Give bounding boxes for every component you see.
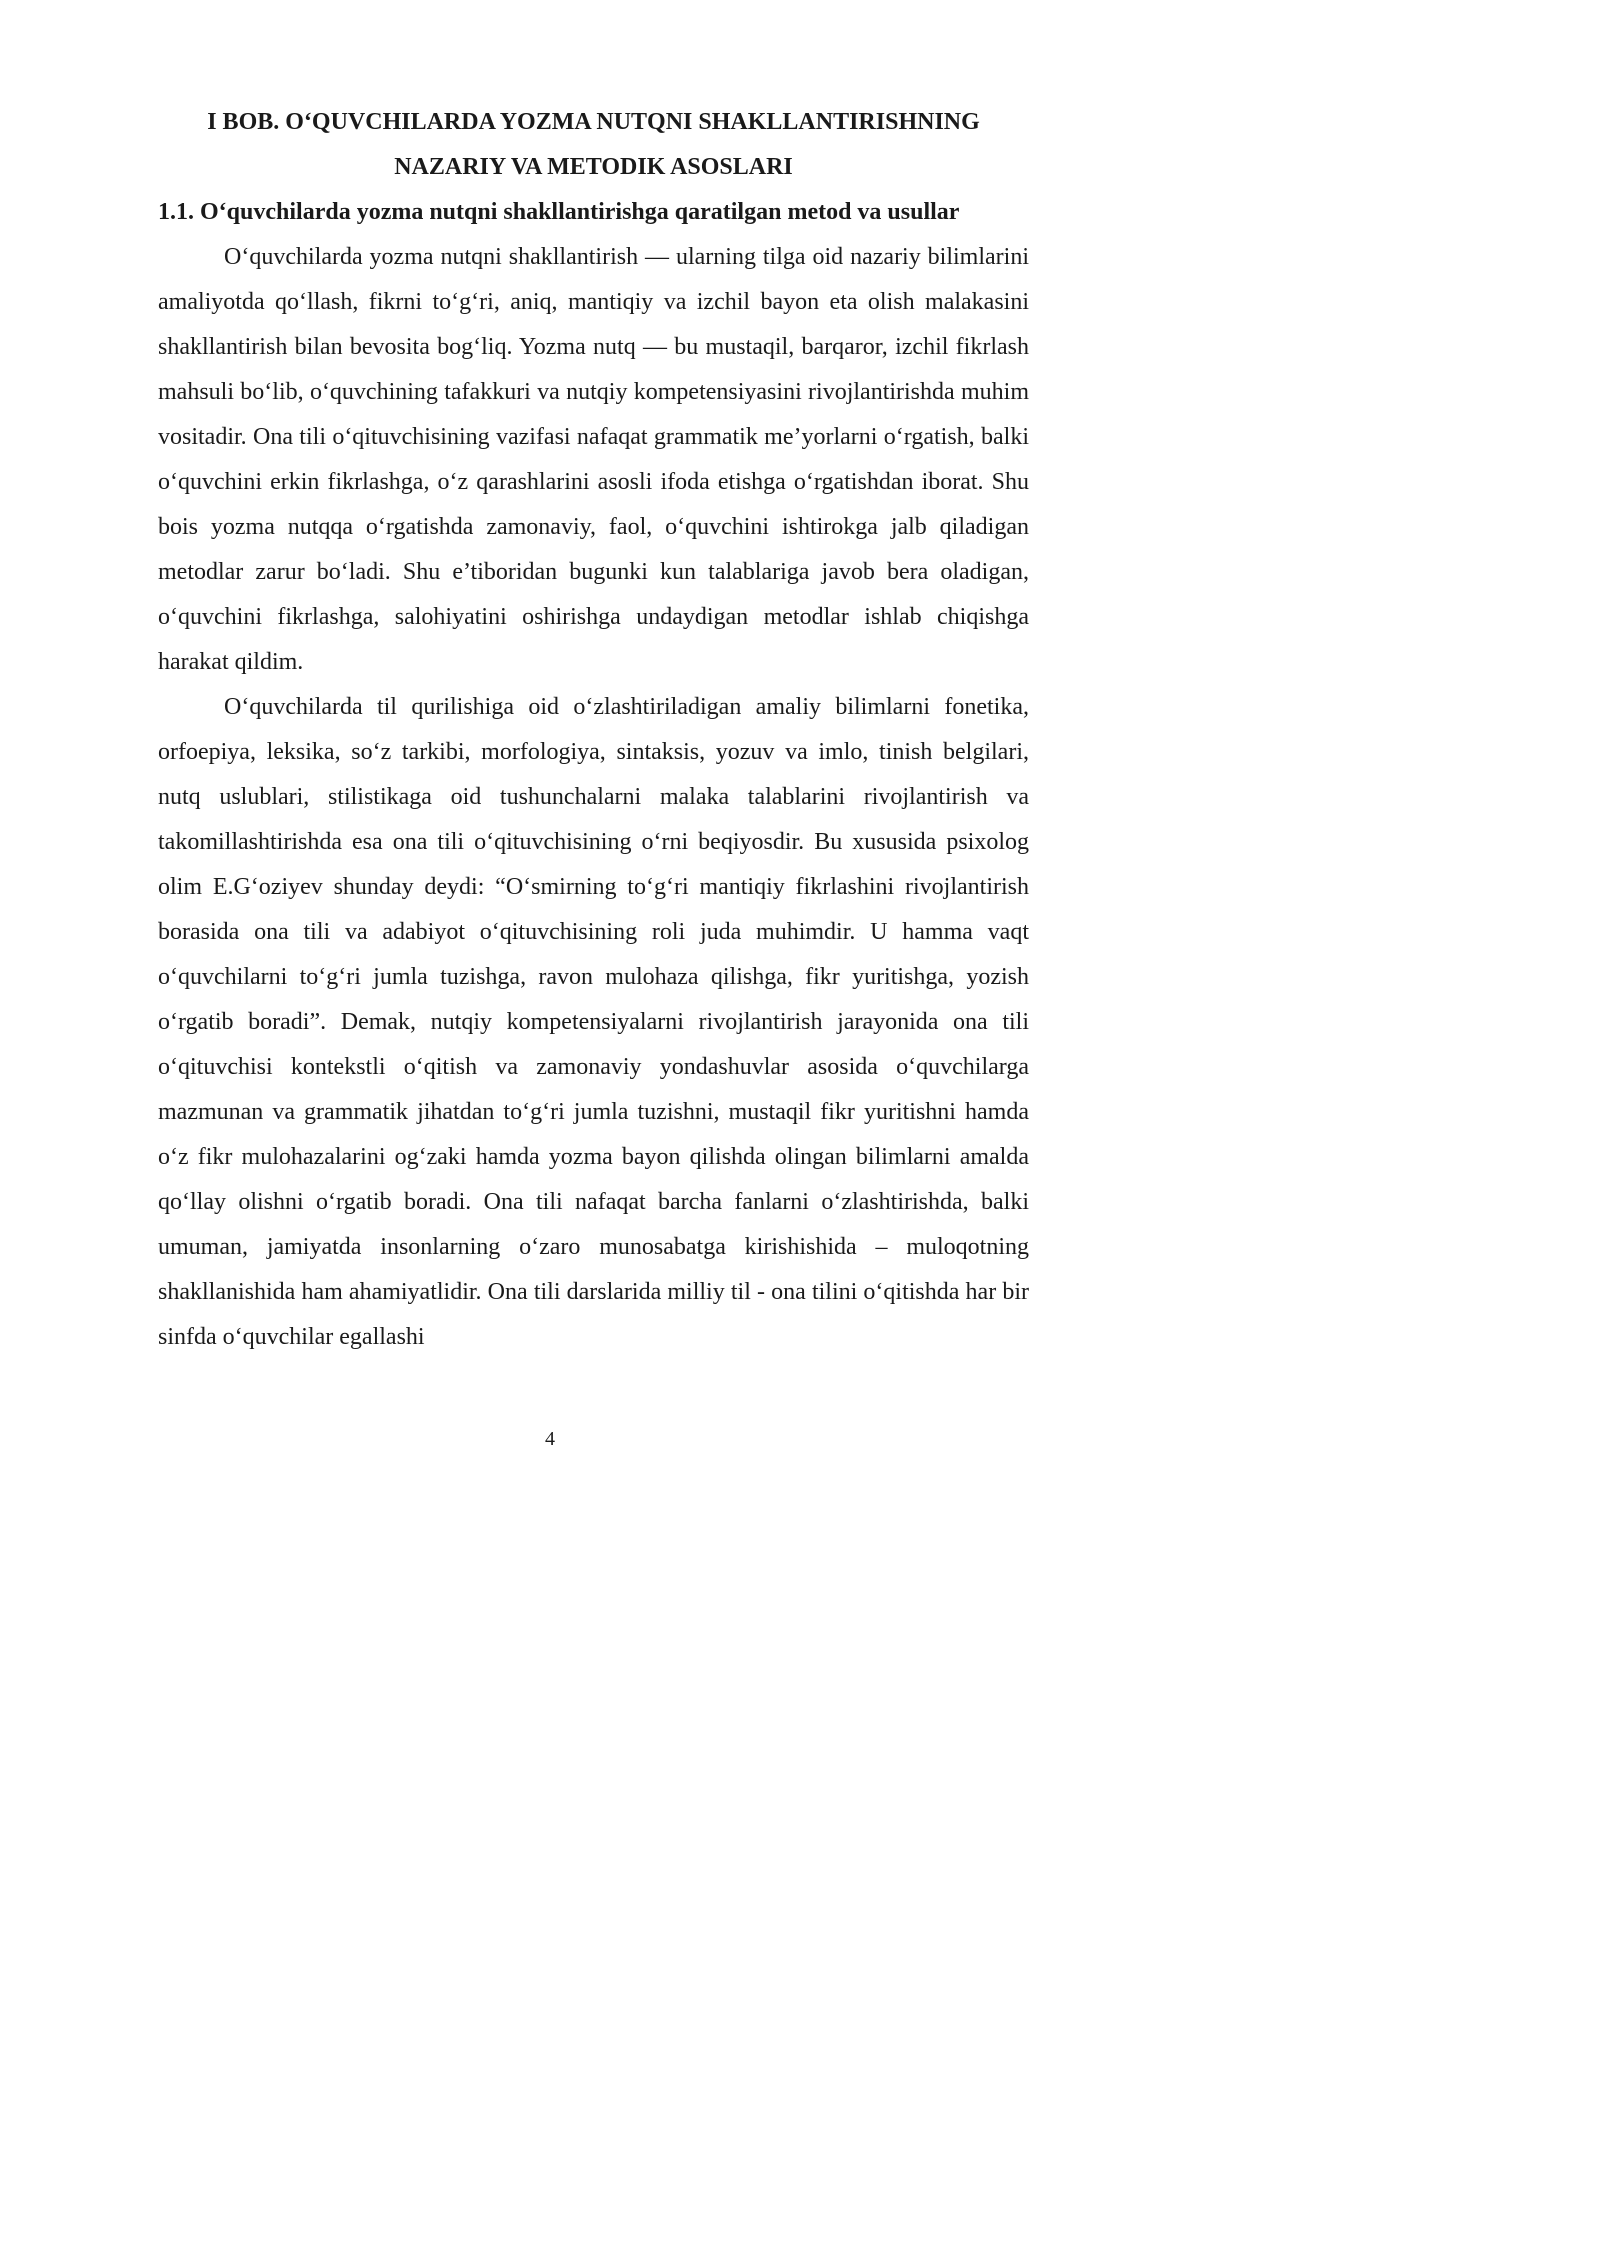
page-number: 4 bbox=[545, 1428, 555, 1450]
chapter-title-line2: NAZARIY VA METODIK ASOSLARI bbox=[394, 154, 793, 180]
body-paragraph: O‘quvchilarda yozma nutqni shakllantirish — ularning tilga oid nazariy bilimlarini amaliyotda qo‘llash, fikrni to‘g‘ri, aniq, mantiqiy va izchil bayon eta olish malakasini shakllantirish bilan bevosita bog‘liq. Yozma nutq — bu mustaqil, barqaror, izchil fikrlash mahsuli bo‘lib, o‘quvchining tafakkuri va nutqiy kompetensiyasini rivojlantirishda muhim vositadir. Ona tili o‘qituvchisining vazifasi nafaqat grammatik me’yorlarni o‘rgatish, balki o‘quvchini erkin fikrlashga, o‘z qarashlarini asosli ifoda etishga o‘rgatishdan iborat. Shu bois yozma nutqqa o‘rgatishda zamonaviy, faol, o‘quvchini ishtirokga jalb qiladigan metodlar zarur bo‘ladi. Shu e’tiboridan bugunki kun talablariga javob bera oladigan, o‘quvchini fikrlashga, salohiyatini oshirishga undaydigan metodlar ishlab chiqishga harakat qildim. bbox=[158, 244, 1029, 675]
document-page bbox=[158, 100, 1029, 1360]
body-paragraph: O‘quvchilarda til qurilishiga oid o‘zlashtiriladigan amaliy bilimlarni fonetika, orfoepiya, leksika, so‘z tarkibi, morfologiya, sintaksis, yozuv va imlo, tinish belgilari, nutq uslublari, stilistikaga oid tushunchalarni malaka talablarini rivojlantirish va takomillashtirishda esa ona tili o‘qituvchisining o‘rni beqiyosdir. Bu xususida psixolog olim E.G‘oziyev shunday deydi: “O‘smirning to‘g‘ri mantiqiy fikrlashini rivojlantirish borasida ona tili va adabiyot o‘qituvchisining roli juda muhimdir. U hamma vaqt o‘quvchilarni to‘g‘ri jumla tuzishga, ravon mulohaza qilishga, fikr yuritishga, yozish o‘rgatib boradi”. Demak, nutqiy kompetensiyalarni rivojlantirish jarayonida ona tili o‘qituvchisi kontekstli o‘qitish va zamonaviy yondashuvlar asosida o‘quvchilarga mazmunan va grammatik jihatdan to‘g‘ri jumla tuzishni, mustaqil fikr yuritishni hamda o‘z fikr mulohazalarini og‘zaki hamda yozma bayon qilishda olingan bilimlarni amalda qo‘llay olishni o‘rgatib boradi. Ona tili nafaqat barcha fanlarni o‘zlashtirishda, balki umuman, jamiyatda insonlarning o‘zaro munosabatga kirishishida – muloqotning shakllanishida ham ahamiyatlidir. Ona tili darslarida milliy til - ona tilini o‘qitishda har bir sinfda o‘quvchilar egallashi bbox=[158, 694, 1029, 1350]
chapter-title-line1: I BOB. O‘QUVCHILARDA YOZMA NUTQNI SHAKLLANTIRISHNING bbox=[207, 109, 980, 135]
section-title: 1.1. O‘quvchilarda yozma nutqni shakllantirishga qaratilgan metod va usullar bbox=[158, 199, 960, 225]
chapter-title bbox=[158, 100, 1029, 190]
